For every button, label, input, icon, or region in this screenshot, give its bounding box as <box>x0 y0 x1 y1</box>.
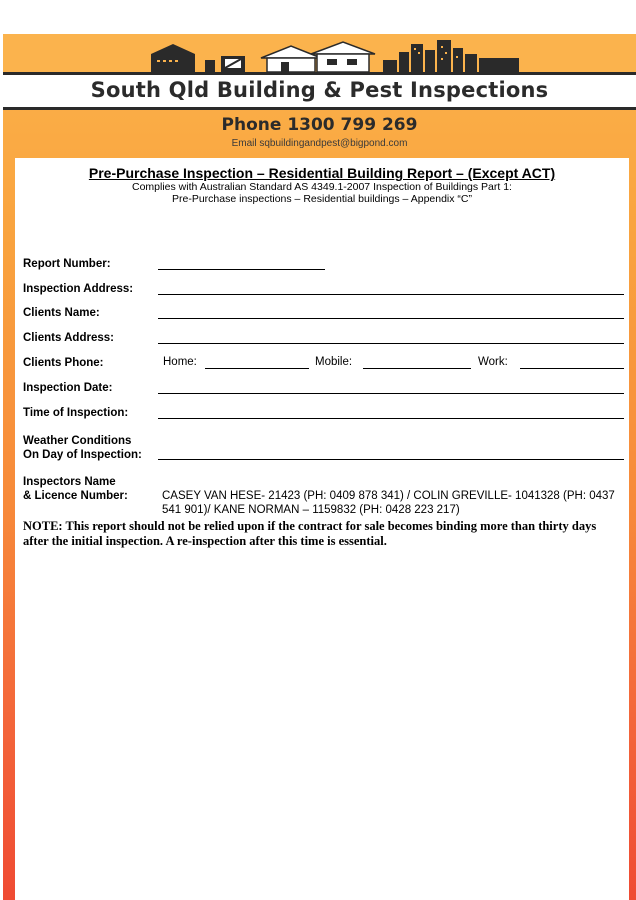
header-banner <box>3 34 636 110</box>
report-page <box>3 34 636 900</box>
validity-note: NOTE: This report should not be relied upon if the contract for sale becomes binding more than thirty days after the initial inspection. A re-inspection after this time is essential. <box>23 519 597 548</box>
home-phone-label: Home: <box>163 356 197 368</box>
company-phone: Phone 1300 799 269 <box>221 115 418 135</box>
weather-conditions-field[interactable] <box>158 459 624 460</box>
inspectors-label <box>23 475 128 503</box>
weather-label-line: On Day of Inspection: <box>23 449 142 461</box>
home-phone-field[interactable] <box>205 368 309 369</box>
inspection-address-label: Inspection Address: <box>23 283 134 295</box>
company-email: Email sqbuildingandpest@bigpond.com <box>231 138 408 149</box>
inspection-address-field[interactable] <box>158 294 624 295</box>
work-phone-field[interactable] <box>520 368 624 369</box>
inspection-date-field[interactable] <box>158 393 624 394</box>
mobile-phone-field[interactable] <box>363 368 471 369</box>
report-number-field[interactable] <box>158 269 325 270</box>
time-of-inspection-label: Time of Inspection: <box>23 407 129 419</box>
inspection-date-label: Inspection Date: <box>23 382 113 394</box>
banner-divider <box>3 107 636 110</box>
clients-name-label: Clients Name: <box>23 307 100 319</box>
weather-label-line: Weather Conditions <box>23 435 132 447</box>
weather-conditions-label <box>23 434 142 462</box>
compliance-line: Pre-Purchase inspections – Residential buildings – Appendix “C” <box>172 193 472 205</box>
inspectors-label-line: & Licence Number: <box>23 490 128 502</box>
mobile-phone-label: Mobile: <box>315 356 353 368</box>
compliance-line: Complies with Australian Standard AS 4349.1-2007 Inspection of Buildings Part 1: <box>132 181 512 193</box>
standard-compliance <box>15 181 629 205</box>
houses-skyline-icon <box>143 38 533 74</box>
clients-address-field[interactable] <box>158 343 624 344</box>
company-name: South Qld Building & Pest Inspections <box>90 78 549 102</box>
work-phone-label: Work: <box>478 356 508 368</box>
inspectors-value: CASEY VAN HESE- 21423 (PH: 0409 878 341) / COLIN GREVILLE- 1041328 (PH: 0437 541 901)/ KANE NORMAN – 1159832 (PH: 0428 223 217) <box>162 490 615 516</box>
time-of-inspection-field[interactable] <box>158 418 624 419</box>
report-content <box>15 158 629 900</box>
report-title: Pre-Purchase Inspection – Residential Building Report – (Except ACT) <box>88 165 556 181</box>
clients-phone-label: Clients Phone: <box>23 357 104 369</box>
clients-address-label: Clients Address: <box>23 332 114 344</box>
clients-name-field[interactable] <box>158 318 624 319</box>
inspectors-label-line: Inspectors Name <box>23 476 116 488</box>
report-number-label: Report Number: <box>23 258 111 270</box>
